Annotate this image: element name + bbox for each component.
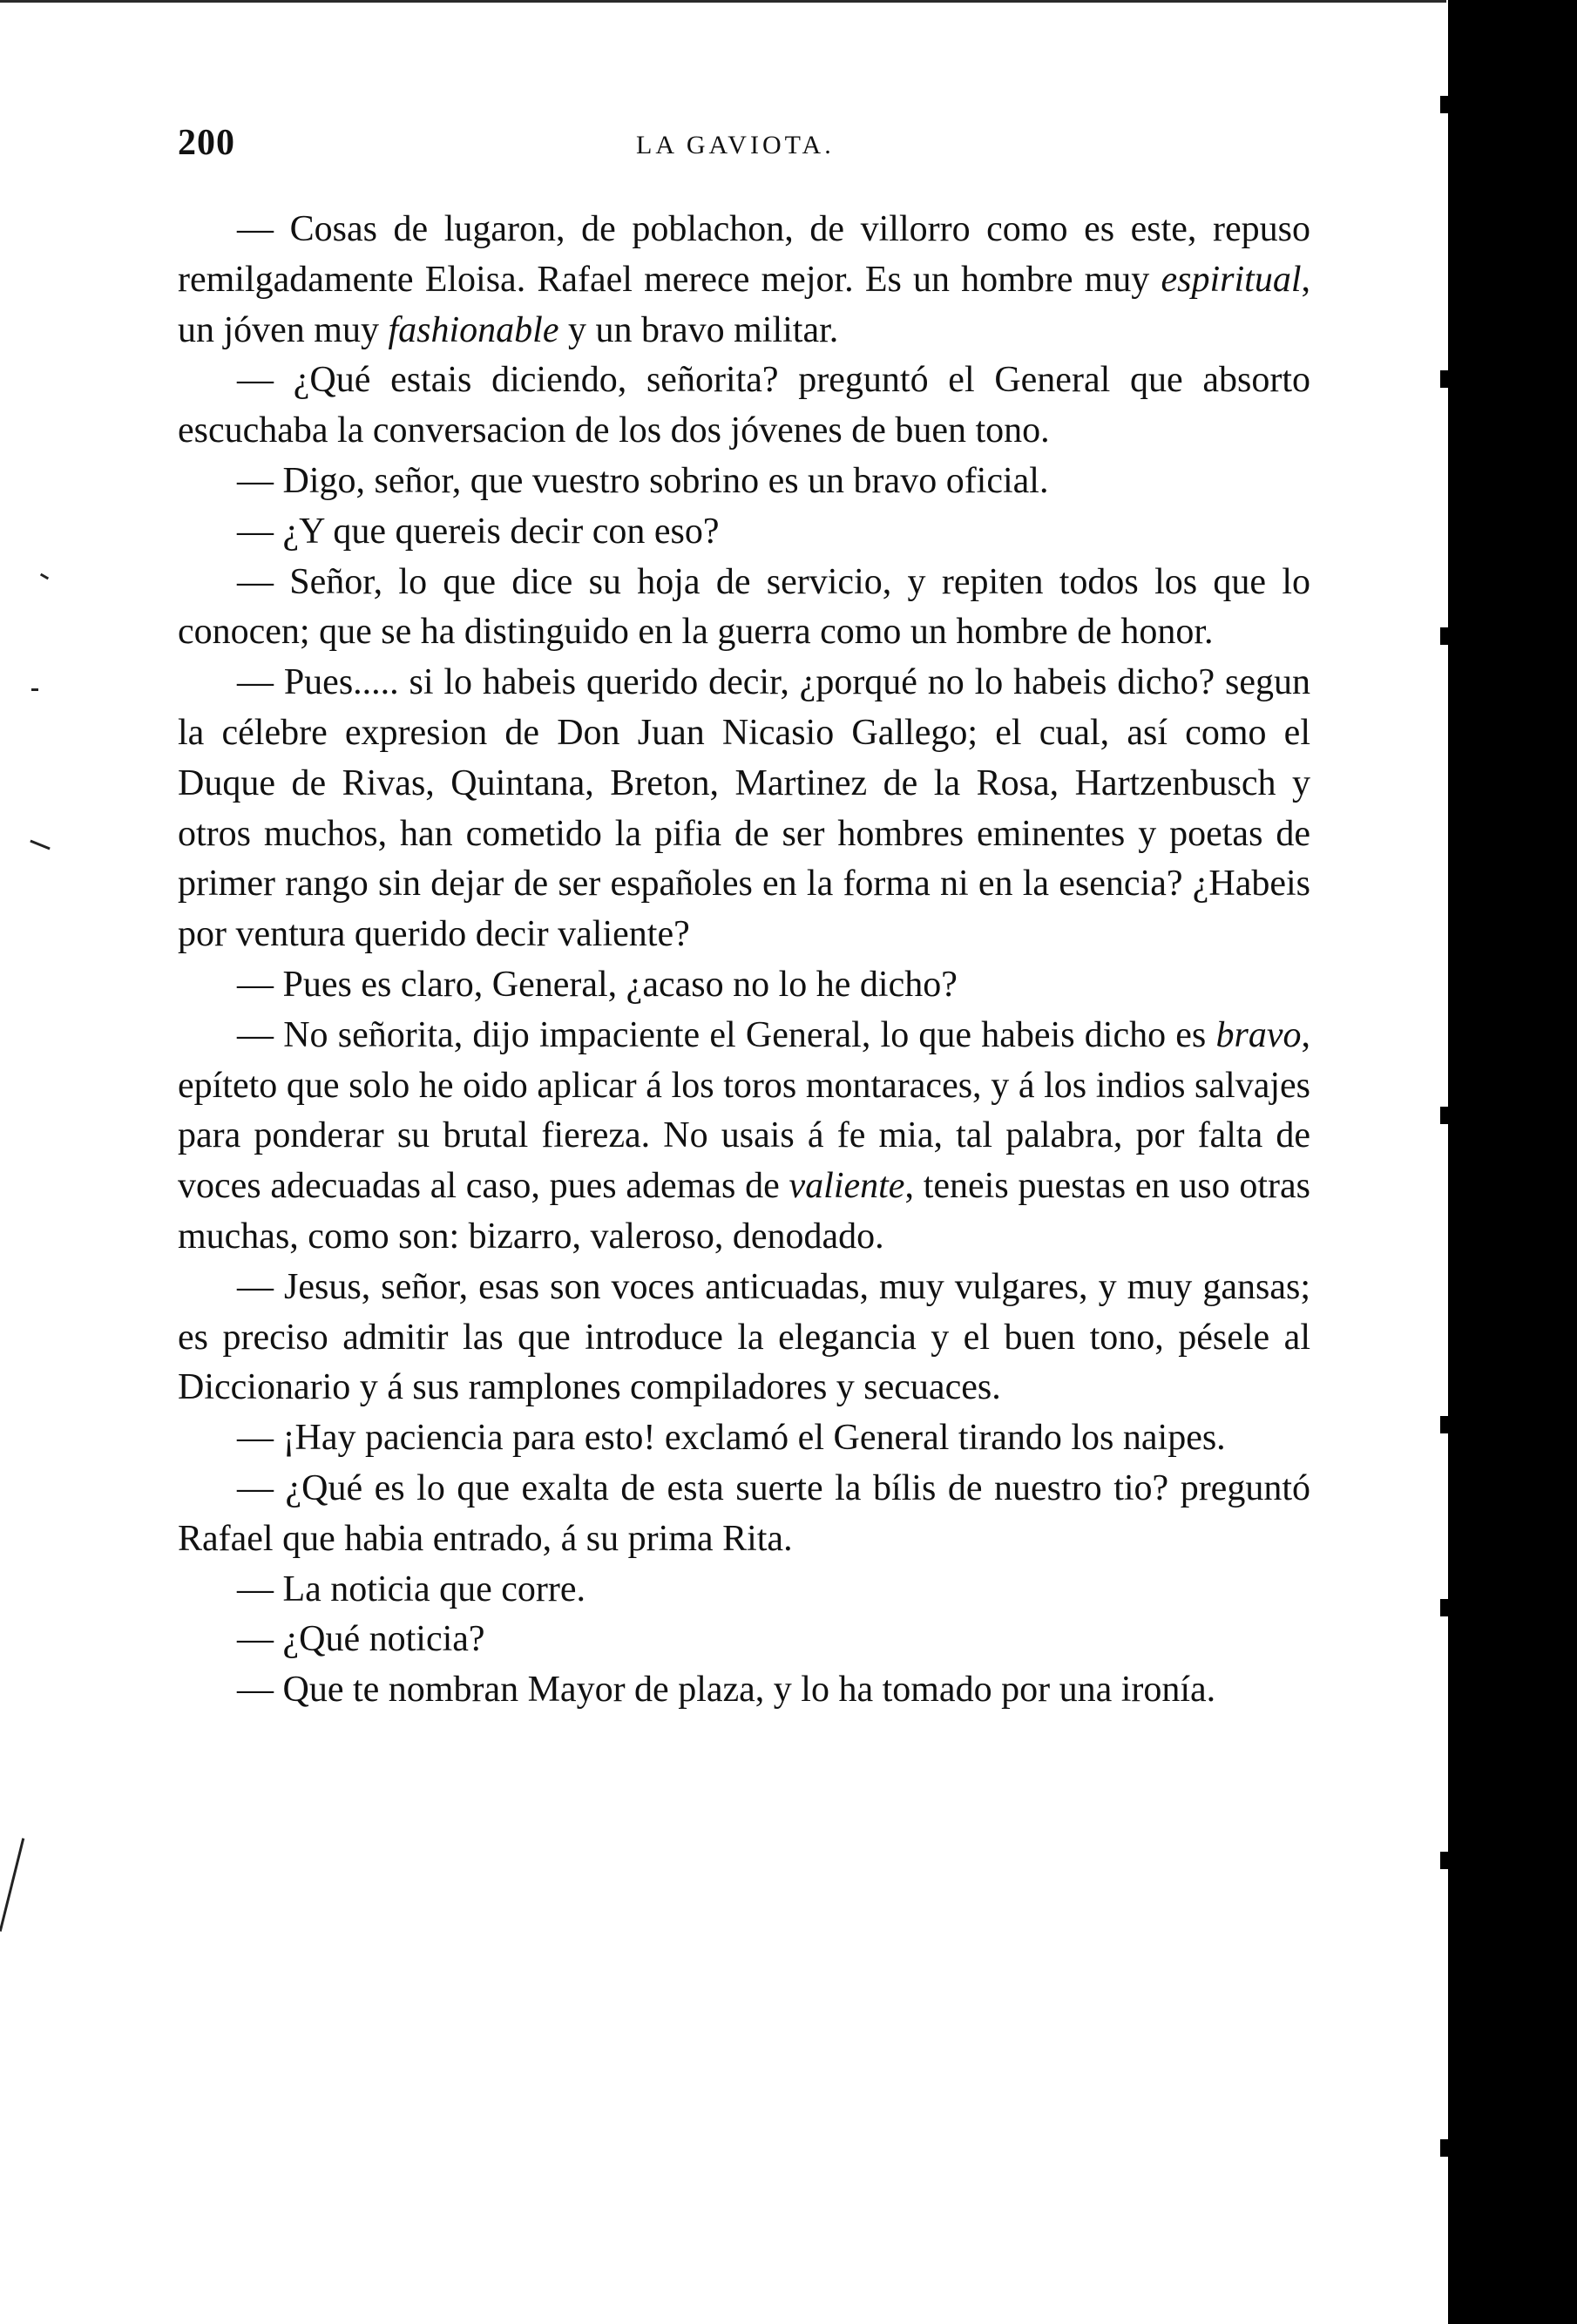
italic-term: fashionable [388, 309, 559, 350]
paragraph [178, 1565, 1310, 1616]
margin-slash-mark [0, 1838, 24, 1931]
text-run: — Pues..... si lo habeis querido decir, ¿porqué no lo habeis dicho? segun la célebre expresion de Don Juan Nicasio Gallego; el cual, así como el Duque de Rivas, Quintana, Breton, Martinez de la Rosa, Hartzenbusch y otros muchos, han cometido la pifia de ser hombres eminentes y poetas de primer rango sin dejar de ser españoles en la forma ni en la esencia? ¿Habeis por ventura querido decir valiente? [178, 662, 1310, 955]
margin-tick-mark [40, 573, 49, 580]
edge-notch [1440, 1107, 1451, 1124]
paragraph [178, 558, 1310, 659]
margin-tick-mark [30, 840, 50, 850]
paragraph [178, 960, 1310, 1011]
edge-notch [1440, 370, 1451, 388]
paragraph [178, 1665, 1310, 1716]
text-run: — ¿Qué noticia? [237, 1619, 485, 1660]
italic-term: bravo [1215, 1014, 1302, 1055]
edge-notch [1440, 1416, 1451, 1433]
body-text [178, 205, 1310, 1716]
text-run: — Jesus, señor, esas son voces anticuadas, muy vulgares, y muy gansas; es preciso admitir las que introduce la elegancia y el buen tono, pésele al Diccionario y á sus ramplones compiladores y secuaces. [178, 1266, 1310, 1408]
edge-notch [1440, 1599, 1451, 1616]
text-run: — Digo, señor, que vuestro sobrino es un bravo oficial. [237, 460, 1049, 501]
text-run: , teneis puestas en uso otras muchas, como son: bizarro, valeroso, denodado. [178, 1166, 1310, 1257]
paragraph [178, 1413, 1310, 1464]
text-run: — ¿Y que quereis decir con eso? [237, 511, 720, 552]
scan-dark-edge [1448, 0, 1577, 2324]
edge-notch [1440, 1852, 1451, 1869]
text-run: — Que te nombran Mayor de plaza, y lo ha tomado por una ironía. [237, 1670, 1216, 1711]
paragraph [178, 356, 1310, 457]
margin-tick-mark [31, 688, 38, 691]
edge-notch [1440, 96, 1451, 113]
paragraph [178, 1464, 1310, 1565]
page-top-edge [0, 0, 1446, 3]
paragraph [178, 1615, 1310, 1665]
running-head: LA GAVIOTA. [636, 131, 835, 159]
paragraph [178, 658, 1310, 960]
paragraph [178, 205, 1310, 356]
edge-notch [1440, 627, 1451, 645]
text-run: — Pues es claro, General, ¿acaso no lo he dicho? [237, 964, 958, 1005]
italic-term: espiritual [1161, 259, 1302, 300]
text-run: y un bravo militar. [558, 309, 839, 350]
page-number: 200 [178, 123, 235, 163]
text-run: , un jóven muy [178, 259, 1310, 350]
italic-term: valiente [788, 1166, 905, 1207]
paragraph [178, 1011, 1310, 1263]
text-run: — Señor, lo que dice su hoja de servicio, y repiten todos los que lo conocen; que se ha distinguido en la guerra como un hombre de honor. [178, 561, 1310, 653]
text-run: — No señorita, dijo impaciente el General, lo que habeis dicho es [237, 1014, 1216, 1055]
text-run: — Cosas de lugaron, de poblachon, de villorro como es este, repuso remilgadamente Eloisa. Rafael merece mejor. Es un hombre muy [178, 209, 1310, 300]
paragraph [178, 507, 1310, 558]
text-run: , epíteto que solo he oido aplicar á los toros montaraces, y á los indios salvajes para ponderar su brutal fiereza. No usais á fe mia, tal palabra, por falta de voces adecuadas al caso, pues ademas de [178, 1014, 1310, 1207]
paragraph [178, 457, 1310, 507]
text-run: — ¿Qué estais diciendo, señorita? preguntó el General que absorto escuchaba la conversacion de los dos jóvenes de buen tono. [178, 360, 1310, 451]
paragraph [178, 1263, 1310, 1413]
text-run: — ¿Qué es lo que exalta de esta suerte la bílis de nuestro tio? preguntó Rafael que habia entrado, á su prima Rita. [178, 1467, 1310, 1559]
text-run: — La noticia que corre. [237, 1569, 585, 1609]
text-run: — ¡Hay paciencia para esto! exclamó el General tirando los naipes. [237, 1418, 1226, 1459]
edge-notch [1440, 2139, 1451, 2157]
